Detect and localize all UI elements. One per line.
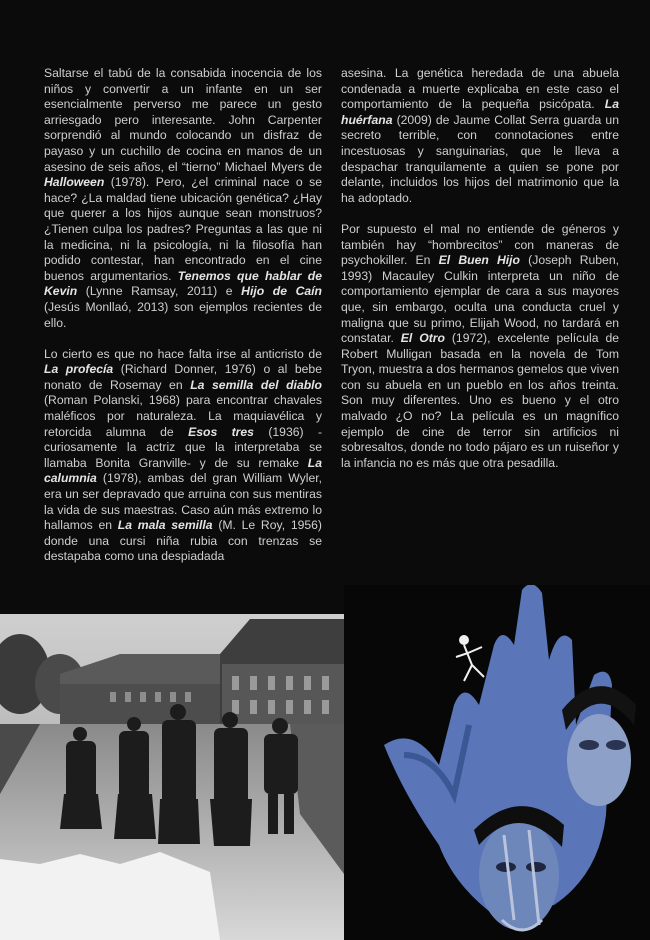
article-paragraph	[341, 222, 619, 472]
film-title: La semilla del diablo	[190, 377, 322, 392]
article-paragraph	[44, 347, 322, 565]
film-title: La calumnia	[44, 455, 322, 486]
paragraph-text: (M. Le Roy, 1956) donde una cursi niña rubia con trenzas se destapaba como una despiadada	[44, 518, 322, 564]
paragraph-text: (2009) de Jaume Collat Serra guarda un secreto terrible, con connotaciones entre incestuosas y sanguinarias, que le lleva a despachar tranquilamente a quien se pone por delante, incluidos los hijos del matrimonio que la ha adoptado.	[341, 112, 619, 205]
film-title: El Buen Hijo	[438, 253, 520, 268]
paragraph-text: (Joseph Ruben, 1993) Macauley Culkin interpreta un niño de comportamiento ejemplar de cara a sus mayores que, sin embargo, oculta una conducta cruel y maligna que su primo, Elijah Wood, no tardará en constatar.	[341, 253, 620, 346]
film-title: La profecía	[44, 362, 114, 377]
article-paragraph	[44, 66, 322, 331]
film-title: La huérfana	[341, 97, 619, 127]
article-column-right	[341, 66, 619, 487]
film-title: Halloween	[44, 175, 105, 190]
paragraph-text: (1978). Pero, ¿el criminal nace o se hace? ¿La maldad tiene ubicación genética? ¿Hay que querer a los hijos aunque sean monstruos? ¿Tienen culpa los padres? Preguntas a las que ni la medicina, ni la psicología, ni la filosofía han podido contestar, han encontrado en el cine buenos argumentarios.	[44, 175, 322, 283]
film-still-children-walking-photo	[0, 614, 344, 940]
paragraph-text: (Lynne Ramsay, 2011) e	[77, 284, 242, 299]
film-title: Hijo de Caín	[241, 284, 322, 299]
paragraph-text: (Roman Polanski, 1968) para encontrar chavales maléficos por naturaleza. La maquiavélica y retorcida alumna de	[44, 393, 322, 439]
film-poster-blue-hand-photo	[344, 585, 650, 940]
paragraph-text: (Richard Donner, 1976) o al bebe nonato de Rosemay en	[44, 362, 322, 392]
film-title: Esos tres	[188, 424, 254, 439]
paragraph-text: Saltarse el tabú de la consabida inocencia de los niños y convertir a un infante en un ser esencialmente perverso me parece un gesto arriesgado pero interesante. John Carpenter sorprendió al mundo colocando un disfraz de payaso y un cuchillo de cocina en manos de un asesino de seis años, el “tierno” Michael Myers de	[44, 66, 322, 174]
paragraph-text: (1936) -curiosamente la actriz que la interpretaba se llamaba Bonita Granville- y de su remake	[44, 424, 323, 470]
paragraph-text: Lo cierto es que no hace falta irse al anticristo de	[44, 346, 322, 361]
film-title: El Otro	[400, 331, 445, 346]
film-title: Tenemos que hablar de Kevin	[44, 268, 322, 299]
paragraph-text: asesina. La genética heredada de una abuela condenada a muerte explicaba en este caso el comportamiento de la pequeña psicópata.	[341, 66, 619, 112]
article-paragraph	[341, 66, 619, 206]
article-column-left	[44, 66, 322, 581]
film-title: La mala semilla	[117, 518, 213, 533]
paragraph-text: (Jesús Monllaó, 2013) son ejemplos recientes de ello.	[44, 299, 322, 330]
paragraph-text: (1972), excelente película de Robert Mulligan basada en la novela de Tom Tryon, muestra a dos hermanos gemelos que viven con su abuela en un pueblo en los años treinta. Son muy diferentes. Uno es bueno y el otro malvado ¿O no? La película es un magnífico ejemplo de cine de terror sin artificios ni sobresaltos, donde no todo pájaro es un ruiseñor y la infancia no es más que otra pesadilla.	[341, 331, 619, 470]
paragraph-text: (1978), ambas del gran William Wyler, era un ser depravado que arruina con sus mentiras la vida de sus maestras. Caso aún más extremo lo hallamos en	[44, 471, 322, 533]
paragraph-text: Por supuesto el mal no entiende de géneros y también hay “hombrecitos” con maneras de psychokiller. En	[341, 221, 619, 268]
